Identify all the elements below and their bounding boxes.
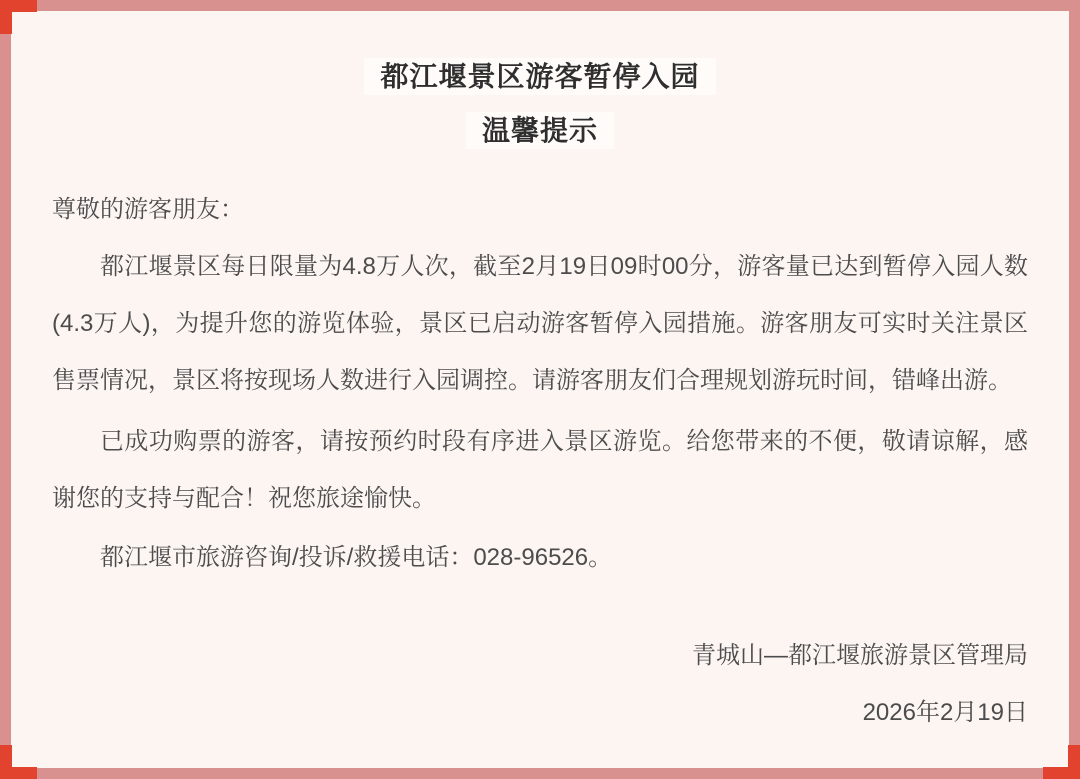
hotline-info: 都江堰市旅游咨询/投诉/救援电话：028-96526。 [100, 544, 613, 571]
notice-title-line2-text: 温馨提示 [466, 112, 614, 149]
notice-title-block [52, 60, 1028, 148]
notice-title-line1-text: 都江堰景区游客暂停入园 [364, 58, 715, 95]
issue-date: 2026年2月19日 [862, 699, 1028, 726]
paragraph-ticketed-visitors: 已成功购票的游客，请按预约时段有序进入景区游览。给您带来的不便，敬请谅解，感谢您的支持与配合！祝您旅途愉快。 [52, 428, 1028, 512]
salutation: 尊敬的游客朋友： [52, 196, 244, 223]
notice-title-line1 [52, 60, 1028, 94]
notice-sheet [11, 11, 1069, 768]
notice-title-line2 [52, 114, 1028, 148]
sign-off-block [52, 627, 1028, 741]
issuer-name: 青城山—都江堰旅游景区管理局 [692, 642, 1028, 669]
paragraph-capacity-notice: 都江堰景区每日限量为4.8万人次，截至2月19日09时00分，游客量已达到暂停入园人数(4.3万人)，为提升您的游览体验，景区已启动游客暂停入园措施。游客朋友可实时关注景区售票情况，景区将按现场人数进行入园调控。请游客朋友们合理规划游玩时间，错峰出游。 [52, 253, 1028, 394]
notice-content [11, 60, 1069, 741]
